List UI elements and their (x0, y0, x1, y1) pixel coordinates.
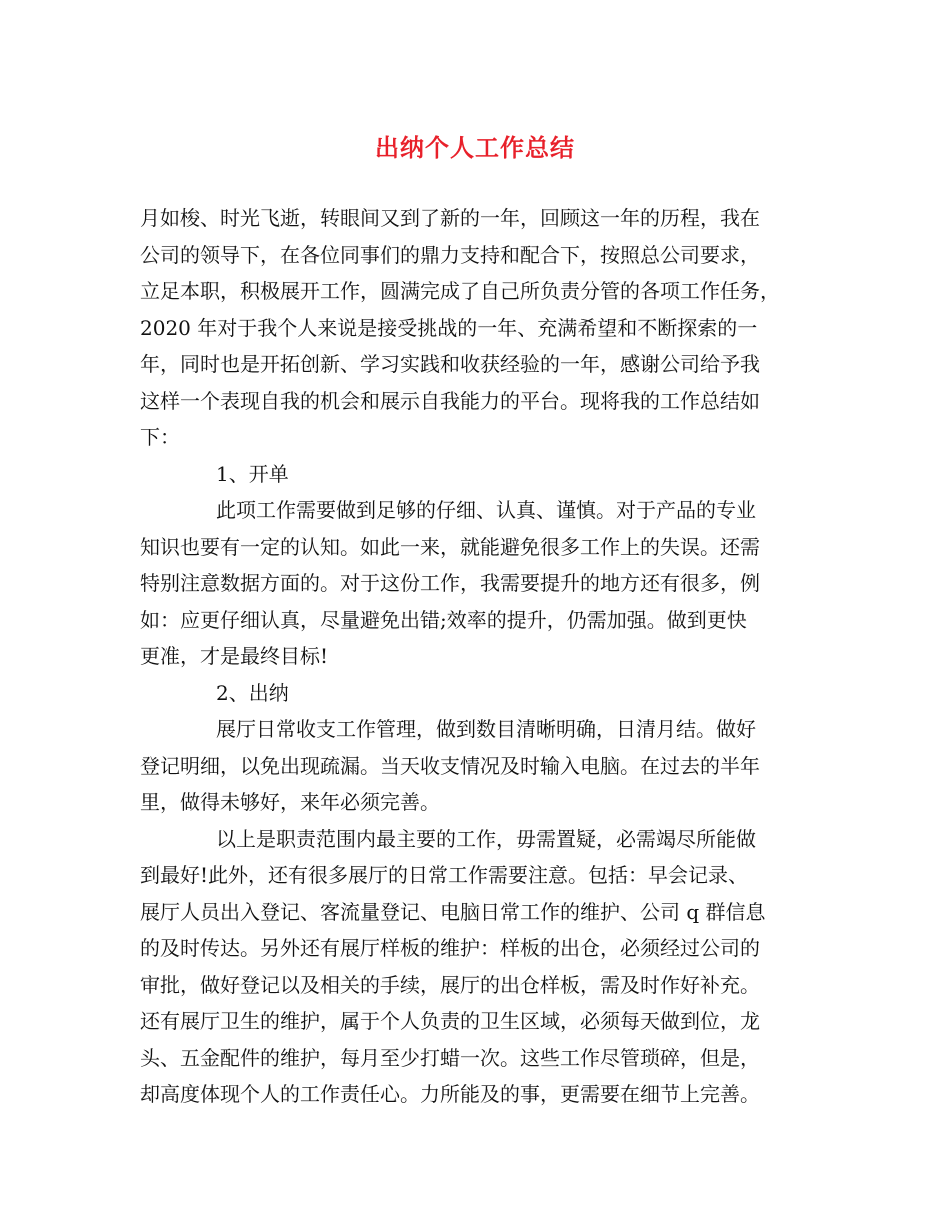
text-line: 如：应更仔细认真，尽量避免出错;效率的提升，仍需加强。做到更快 (140, 607, 747, 632)
text-line: 年，同时也是开拓创新、学习实践和收获经验的一年，感谢公司给予我 (140, 352, 760, 376)
text-line: 里，做得未够好，来年必须完善。 (140, 790, 440, 814)
text-line: 展厅人员出入登记、客流量登记、电脑日常工作的维护、公司 q 群信息 (140, 899, 766, 924)
text-line: 更准，才是最终目标! (140, 644, 329, 668)
document-body (140, 200, 812, 1113)
text-line: 1、开单 (216, 461, 289, 486)
text-line: 还有展厅卫生的维护，属于个人负责的卫生区域，必须每天做到位，龙 (140, 1009, 760, 1033)
text-line: 登记明细，以免出现疏漏。当天收支情况及时输入电脑。在过去的半年 (140, 753, 760, 778)
text-line: 头、五金配件的维护，每月至少打蜡一次。这些工作尽管琐碎，但是， (140, 1045, 760, 1070)
text-line: 月如梭、时光飞逝，转眼间又到了新的一年，回顾这一年的历程，我在 (140, 206, 760, 230)
text-line: 以上是职责范围内最主要的工作，毋需置疑，必需竭尽所能做 (216, 826, 756, 851)
text-line: 这样一个表现自我的机会和展示自我能力的平台。现将我的工作总结如 (140, 388, 760, 413)
text-line: 公司的领导下，在各位同事们的鼎力支持和配合下，按照总公司要求， (140, 242, 760, 267)
text-line: 2、出纳 (216, 680, 289, 705)
text-line: 展厅日常收支工作管理，做到数目清晰明确，日清月结。做好 (216, 717, 756, 741)
text-line: 特别注意数据方面的。对于这份工作，我需要提升的地方还有很多，例 (140, 571, 760, 595)
text-line: 的及时传达。另外还有展厅样板的维护：样板的出仓，必须经过公司的 (140, 936, 760, 960)
document-title: 出纳个人工作总结 (375, 134, 575, 162)
text-line: 知识也要有一定的认知。如此一来，就能避免很多工作上的失误。还需 (140, 534, 760, 559)
text-line: 此项工作需要做到足够的仔细、认真、谨慎。对于产品的专业 (216, 498, 756, 522)
text-line: 立足本职，积极展开工作，圆满完成了自己所负责分管的各项工作任务， (140, 279, 780, 303)
text-line: 下： (140, 425, 180, 449)
text-line: 却高度体现个人的工作责任心。力所能及的事，更需要在细节上完善。 (140, 1082, 760, 1106)
text-line: 到最好!此外，还有很多展厅的日常工作需要注意。包括：早会记录、 (140, 863, 749, 887)
text-line: 审批，做好登记以及相关的手续，展厅的出仓样板，需及时作好补充。 (140, 972, 760, 997)
text-line: 2020 年对于我个人来说是接受挑战的一年、充满希望和不断探索的一 (140, 315, 758, 340)
